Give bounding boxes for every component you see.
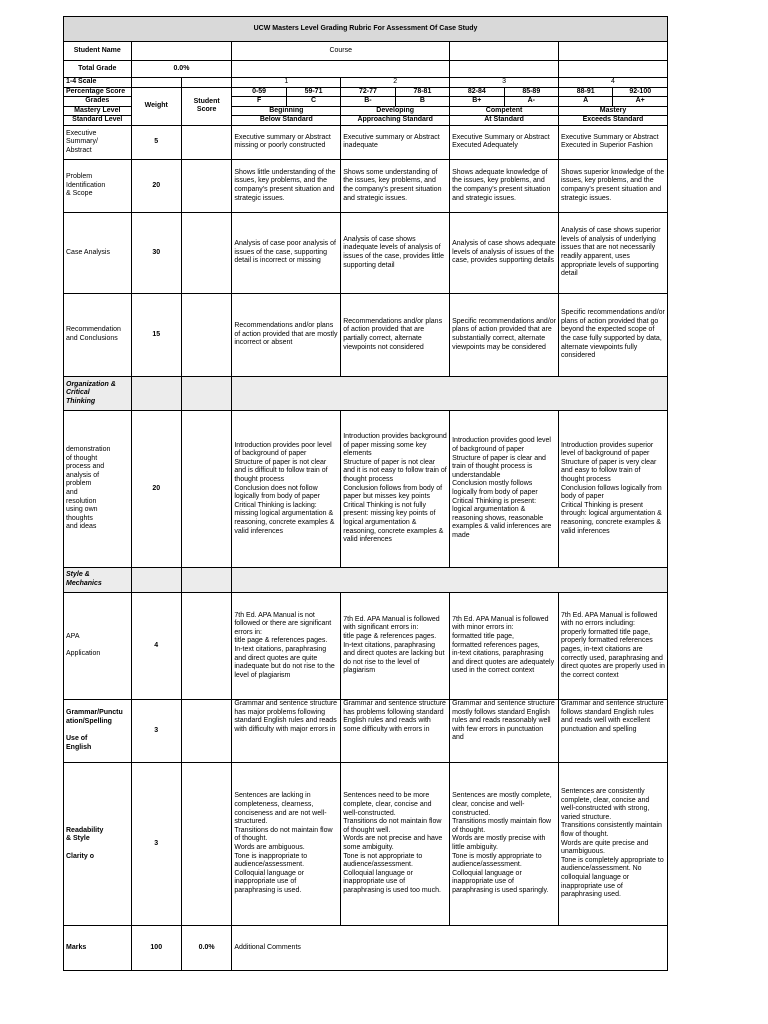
student-name-label: Student Name — [64, 42, 132, 61]
level-description: Sentences are consistently complete, clear, concise and well-constructed with strong, varied structure. Transitions consistently maintain flow of thought. Words are quite precise and unambiguous. Tone is completely appropriate to audience/assessment. No colloquial language or inappropriate use of paraphrasing used. — [558, 762, 667, 925]
scale-level-1: 1 — [232, 78, 341, 88]
criterion-label: demonstration of thought process and analysis of problem and resolution using own thoughts and ideas — [64, 410, 132, 567]
standard-level: Exceeds Standard — [558, 116, 667, 126]
student-score-input[interactable] — [181, 212, 231, 293]
marks-score: 0.0% — [181, 925, 231, 970]
level-description: Introduction provides good level of background of paper Structure of paper is clear and train of thought process is understandable Conclusion mostly follows logically from body of paper Critical Thinking is present: logical argumentation & reasoning shows, reasonable examples & valid inferences are made — [450, 410, 559, 567]
percentage-label: Percentage Score — [64, 87, 132, 97]
criterion-label: Executive Summary/ Abstract — [64, 125, 132, 159]
mastery-level: Developing — [341, 106, 450, 116]
grade-letter: B+ — [450, 97, 504, 107]
level-description: Executive Summary or Abstract Executed Adequately — [450, 125, 559, 159]
marks-weight: 100 — [131, 925, 181, 970]
level-description: Sentences are mostly complete, clear, concise and well-constructed. Transitions mostly maintain flow of thought. Words are mostly precise with little ambiguity. Tone is mostly appropriate to audience/assessment. Colloquial language or inappropriate use of paraphrasing is used sparingly. — [450, 762, 559, 925]
empty-cell — [232, 61, 450, 78]
criterion-weight: 4 — [131, 592, 181, 699]
level-description: Sentences need to be more complete, clear, concise and well-constructed. Transitions do not maintain flow of thought well. Words are not precise and have some ambiguity. Tone is not appropriate to audience/assessment. Colloquial language or inappropriate use of paraphrasing is used too much. — [341, 762, 450, 925]
total-grade-value: 0.0% — [131, 61, 232, 78]
level-description: Analysis of case shows superior levels of analysis of underlying issues that are not necessarily readily apparent, uses appropriate levels of supporting detail — [558, 212, 667, 293]
empty-cell — [181, 376, 231, 410]
empty-cell — [232, 376, 668, 410]
criterion-label: Problem Identification & Scope — [64, 159, 132, 212]
level-description: Shows adequate knowledge of the issues, key problems, and the company's present situation and strategic issues. — [450, 159, 559, 212]
mastery-level: Competent — [450, 106, 559, 116]
total-grade-label: Total Grade — [64, 61, 132, 78]
criterion-weight: 30 — [131, 212, 181, 293]
pct-range: 78-81 — [395, 87, 449, 97]
level-description: Shows some understanding of the issues, key problems, and the company's present situation and strategic issues. — [341, 159, 450, 212]
pct-range: 82-84 — [450, 87, 504, 97]
empty-cell — [181, 567, 231, 592]
mastery-label: Mastery Level — [64, 106, 132, 116]
level-description: Sentences are lacking in completeness, clearness, conciseness and are not well-structured. Transitions do not maintain flow of thought. Words are ambiguous. Tone is inappropriate to audience/assessment. Colloquial language or inappropriate use of paraphrasing is used. — [232, 762, 341, 925]
standard-label: Standard Level — [64, 116, 132, 126]
level-description: 7th Ed. APA Manual is followed with no errors including: properly formatted title page, properly formatted references pages, in-text citations are correctly used, paraphrasing and direct quotes are properly used in the correct context — [558, 592, 667, 699]
grade-letter: C — [286, 97, 340, 107]
level-description: 7th Ed. APA Manual is not followed or there are significant errors in: title page & references pages. In-text citations, paraphrasing and direct quotes are quite inadequate but do not rise to the level of plagiarism — [232, 592, 341, 699]
pct-range: 88-91 — [558, 87, 612, 97]
scale-level-4: 4 — [558, 78, 667, 88]
criterion-label: Readability & Style Clarity o — [64, 762, 132, 925]
course-field[interactable] — [450, 42, 559, 61]
student-score-input[interactable] — [181, 159, 231, 212]
empty-cell — [450, 61, 559, 78]
scale-level-3: 3 — [450, 78, 559, 88]
level-description: Executive summary or Abstract missing or poorly constructed — [232, 125, 341, 159]
criterion-weight: 20 — [131, 159, 181, 212]
student-score-input[interactable] — [181, 699, 231, 762]
grade-letter: A — [558, 97, 612, 107]
grade-letter: B- — [341, 97, 395, 107]
student-score-input[interactable] — [181, 125, 231, 159]
weight-header: Weight — [131, 87, 181, 125]
student-score-input[interactable] — [181, 592, 231, 699]
level-description: Recommendations and/or plans of action provided that are partially correct, alternate viewpoints not considered — [341, 293, 450, 376]
grades-label: Grades — [64, 97, 132, 107]
standard-level: Approaching Standard — [341, 116, 450, 126]
level-description: Specific recommendations and/or plans of action provided that go beyond the expected scope of the case fully supported by data, alternate viewpoints fully considered — [558, 293, 667, 376]
level-description: Introduction provides superior level of background of paper Structure of paper is very clear and easy to follow train of thought process Conclusion follows logically from body of paper Critical Thinking is present through: logical argumentation & reasoning, concrete examples & valid inferences — [558, 410, 667, 567]
section-organization: Organization & Critical Thinking — [64, 376, 132, 410]
mastery-level: Mastery — [558, 106, 667, 116]
level-description: 7th Ed. APA Manual is followed with significant errors in: title page & references pages. In-text citations, paraphrasing and direct quotes are lacking but do not rise to the level of plagiarism — [341, 592, 450, 699]
additional-comments-field[interactable]: Additional Comments — [232, 925, 668, 970]
empty-cell — [558, 61, 667, 78]
pct-range: 59-71 — [286, 87, 340, 97]
pct-range: 0-59 — [232, 87, 286, 97]
level-description: 7th Ed. APA Manual is followed with minor errors in: formatted title page, formatted references pages, in-text citations, paraphrasing and direct quotes are adequately used in the correct context — [450, 592, 559, 699]
criterion-weight: 3 — [131, 762, 181, 925]
grade-letter: A- — [504, 97, 558, 107]
criterion-weight: 5 — [131, 125, 181, 159]
pct-range: 72-77 — [341, 87, 395, 97]
criterion-weight: 15 — [131, 293, 181, 376]
level-description: Grammar and sentence structure has major problems following standard English rules and reads with difficulty with major errors in — [232, 699, 341, 762]
grade-letter: A+ — [613, 97, 668, 107]
level-description: Introduction provides poor level of background of paper Structure of paper is not clear and is difficult to follow train of thought process Conclusion does not follow logically from body of paper Critical Thinking is lacking: missing logical argumentation & reasoning, concrete examples & valid inferences — [232, 410, 341, 567]
empty-cell — [131, 567, 181, 592]
marks-label: Marks — [64, 925, 132, 970]
standard-level: At Standard — [450, 116, 559, 126]
criterion-weight: 20 — [131, 410, 181, 567]
rubric-title: UCW Masters Level Grading Rubric For Assessment Of Case Study — [64, 17, 668, 42]
empty-cell — [131, 376, 181, 410]
mastery-level: Beginning — [232, 106, 341, 116]
level-description: Shows little understanding of the issues, key problems, and the company's present situation and strategic issues. — [232, 159, 341, 212]
level-description: Specific recommendations and/or plans of action provided that are substantially correct, alternate viewpoints may be considered — [450, 293, 559, 376]
level-description: Grammar and sentence structure mostly follows standard English rules and reads reasonably well with few errors in punctuation and — [450, 699, 559, 762]
criterion-label: APA Application — [64, 592, 132, 699]
level-description: Recommendations and/or plans of action provided that are mostly incorrect or absent — [232, 293, 341, 376]
pct-range: 92-100 — [613, 87, 668, 97]
level-description: Analysis of case shows inadequate levels of analysis of issues of the case, provides little supporting detail — [341, 212, 450, 293]
level-description: Analysis of case poor analysis of issues of the case, supporting detail is incorrect or missing — [232, 212, 341, 293]
grade-letter: B — [395, 97, 449, 107]
criterion-label: Case Analysis — [64, 212, 132, 293]
empty-cell — [131, 78, 181, 88]
student-score-input[interactable] — [181, 762, 231, 925]
level-description: Shows superior knowledge of the issues, key problems, and the company's present situation and strategic issues. — [558, 159, 667, 212]
empty-cell — [232, 567, 668, 592]
student-name-field[interactable] — [131, 42, 232, 61]
course-label: Course — [232, 42, 450, 61]
grade-letter: F — [232, 97, 286, 107]
criterion-label: Grammar/Punctu ation/Spelling Use of English — [64, 699, 132, 762]
level-description: Grammar and sentence structure follows standard English rules and reads well with excellent punctuation and spelling — [558, 699, 667, 762]
student-score-header: Student Score — [181, 87, 231, 125]
grading-rubric-table — [63, 16, 668, 971]
section-style: Style & Mechanics — [64, 567, 132, 592]
level-description: Introduction provides background of paper missing some key elements Structure of paper is not clear and it is not easy to follow train of thought process Conclusion follows from body of paper but misses key points Critical Thinking is not fully present: missing key points of logical argumentation & reasoning, concrete examples & valid inferences — [341, 410, 450, 567]
student-score-input[interactable] — [181, 293, 231, 376]
level-description: Executive summary or Abstract inadequate — [341, 125, 450, 159]
student-score-input[interactable] — [181, 410, 231, 567]
scale-level-2: 2 — [341, 78, 450, 88]
course-field-extra[interactable] — [558, 42, 667, 61]
level-description: Executive Summary or Abstract Executed in Superior Fashion — [558, 125, 667, 159]
standard-level: Below Standard — [232, 116, 341, 126]
criterion-weight: 3 — [131, 699, 181, 762]
empty-cell — [181, 78, 231, 88]
criterion-label: Recommendation and Conclusions — [64, 293, 132, 376]
pct-range: 85-89 — [504, 87, 558, 97]
level-description: Grammar and sentence structure has problems following standard English rules and reads with some difficulty with errors in — [341, 699, 450, 762]
scale-label: 1-4 Scale — [64, 78, 132, 88]
level-description: Analysis of case shows adequate levels of analysis of issues of the case, provides supporting details — [450, 212, 559, 293]
